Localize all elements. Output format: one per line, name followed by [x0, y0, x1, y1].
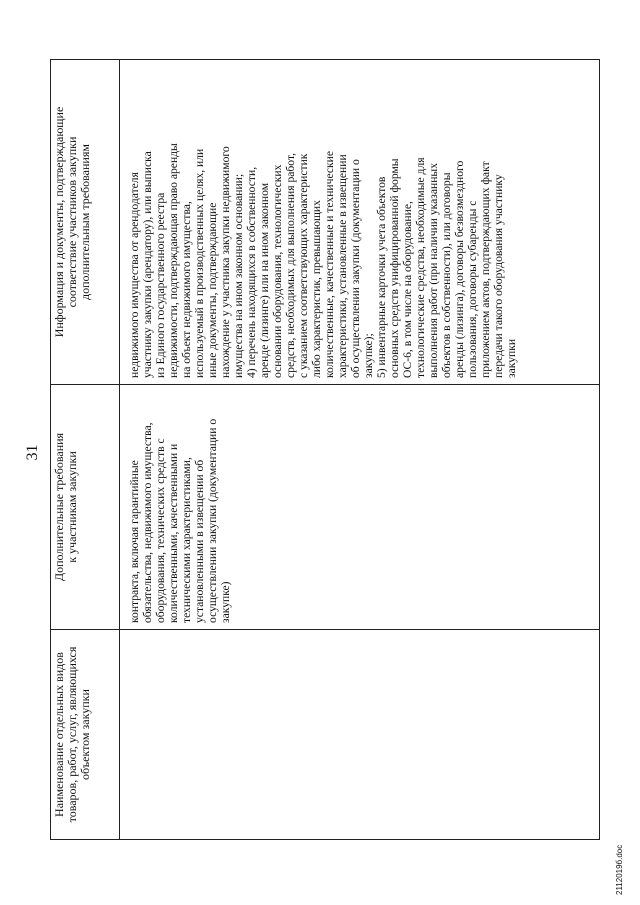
cell-confirming-documents [120, 60, 600, 385]
cell-additional-requirements [120, 385, 600, 630]
requirements-table [50, 59, 600, 840]
page-number: 31 [24, 444, 41, 461]
table-header-row [51, 60, 120, 840]
cell-additional-requirements-text: контракта, включая гарантийные обязательства, недвижимого имущества, оборудования, технических средств с количественными, качественными и техническими характеристиками, установленными в извещении об осуществлении закупки (документации о закупке) [128, 418, 232, 623]
cell-confirming-documents-text: недвижимого имущества от арендодателя участнику закупки (арендатору), или выписка из Единого государственного реестра недвижимости, подтверждающая право аренды на объект недвижимого имущества, используемый в производственных целях, или иные документы, подтверждающие нахождение у участника закупки недвижимого имущества на ином законном основании; 4) перечень находящихся в собственности, аренде (лизинге) или на ином законном основании оборудования, технологических средств, необходимых для выполнения работ, с указанием соответствующих характеристик либо характеристик, превышающих количественные, качественные и технические характеристики, установленные в извещении об осуществлении закупки (документации о закупке); 5) инвентарные карточки учета объектов основных средств унифицированной формы ОС-6, в том числе на оборудование, технологические средства, необходимые для выполнения работ (при наличии указанных объектов в собственности), или договоры аренды (лизинга), договоры безвозмездного пользования, договоры субаренды с приложением актов, подтверждающих факт передачи такого оборудования участнику закупки [128, 143, 518, 378]
table-row [120, 60, 600, 840]
header-item-name [51, 630, 120, 840]
cell-item-name-text [122, 636, 128, 833]
header-additional-requirements-text: Дополнительные требования к участникам закупки [52, 432, 79, 582]
cell-item-name [120, 630, 600, 840]
footer-filename: 2112019б.doc [615, 844, 624, 895]
header-additional-requirements [51, 385, 120, 630]
header-confirming-documents-text: Информация и документы, подтверждающие соответствие участников закупки дополнительным требованиям [52, 106, 92, 338]
header-item-name-text: Наименование отдельных видов товаров, работ, услуг, являющихся объектом закупки [52, 646, 92, 823]
header-confirming-documents [51, 60, 120, 385]
